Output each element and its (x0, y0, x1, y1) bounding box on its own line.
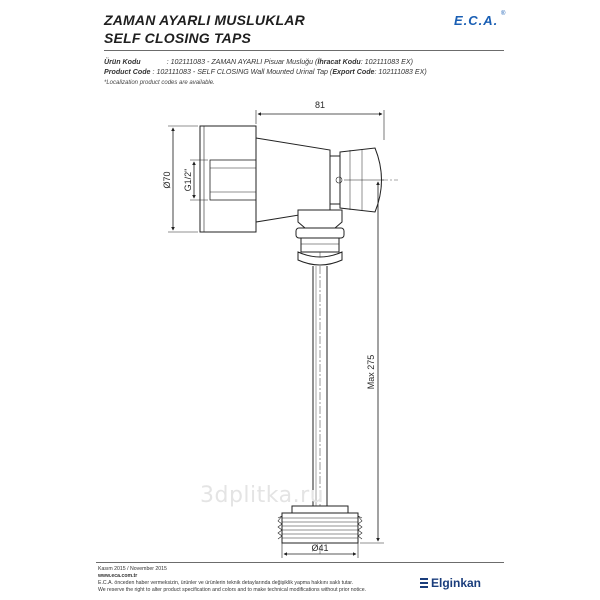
dimension-width-81 (256, 110, 384, 140)
registered-mark: ® (501, 11, 506, 17)
eca-logo-text: E.C.A. (454, 13, 499, 28)
dimension-max-height (344, 180, 384, 543)
dim-label-flange: Ø70 (162, 171, 172, 189)
button-collar (330, 156, 340, 204)
export-code-tr-value: : 102111083 EX) (360, 58, 413, 66)
footer-website-link[interactable]: www.eca.com.tr (98, 573, 138, 579)
product-code-en-label: Product Code (104, 68, 151, 76)
dim-label-width: 81 (314, 100, 326, 110)
dim-label-thread: G1/2" (183, 168, 193, 192)
export-code-en-value: : 102111083 EX) (374, 68, 427, 76)
localization-note: *Localization product codes are available. (104, 80, 215, 86)
outlet-connector (296, 210, 344, 265)
export-code-tr-label: İhracat Kodu (317, 58, 361, 66)
footer-disclaimer-en: We reserve the right to alter product specification and colors and to make technical modifications without prior notice. (98, 587, 367, 593)
watermark: 3dplitka.ru (200, 483, 325, 508)
export-code-en-label: Export Code (332, 68, 375, 76)
product-code-en-value: : 102111083 - SELF CLOSING Wall Mounted Urinal Tap ( (152, 68, 333, 76)
elginkan-logo (420, 576, 481, 590)
tap-body (200, 126, 382, 232)
footer-date: Kasım 2015 / November 2015 (98, 566, 167, 572)
title-english: SELF CLOSING TAPS (104, 30, 252, 46)
dim-label-bottom: Ø41 (311, 543, 329, 553)
elginkan-mark-icon (420, 578, 428, 588)
tap-main-body (256, 138, 330, 222)
product-code-tr-value: : 102111083 - ZAMAN AYARLI Pisuar Musluğu ( (166, 58, 318, 66)
dim-label-max-height: Max 275 (366, 354, 376, 390)
footer-disclaimer-tr: E.C.A. önceden haber vermeksizin, ürünler ve ürünlerin teknik detaylarında değişiklik yapma hakkını saklı tutar. (98, 580, 354, 586)
product-code-tr-label: Ürün Kodu (104, 58, 141, 66)
elginkan-brand-name: Elginkan (431, 576, 482, 590)
title-turkish: ZAMAN AYARLI MUSLUKLAR (104, 12, 305, 28)
wall-flange (200, 126, 256, 232)
footer-divider (96, 562, 504, 563)
bottom-fitting (278, 506, 362, 543)
